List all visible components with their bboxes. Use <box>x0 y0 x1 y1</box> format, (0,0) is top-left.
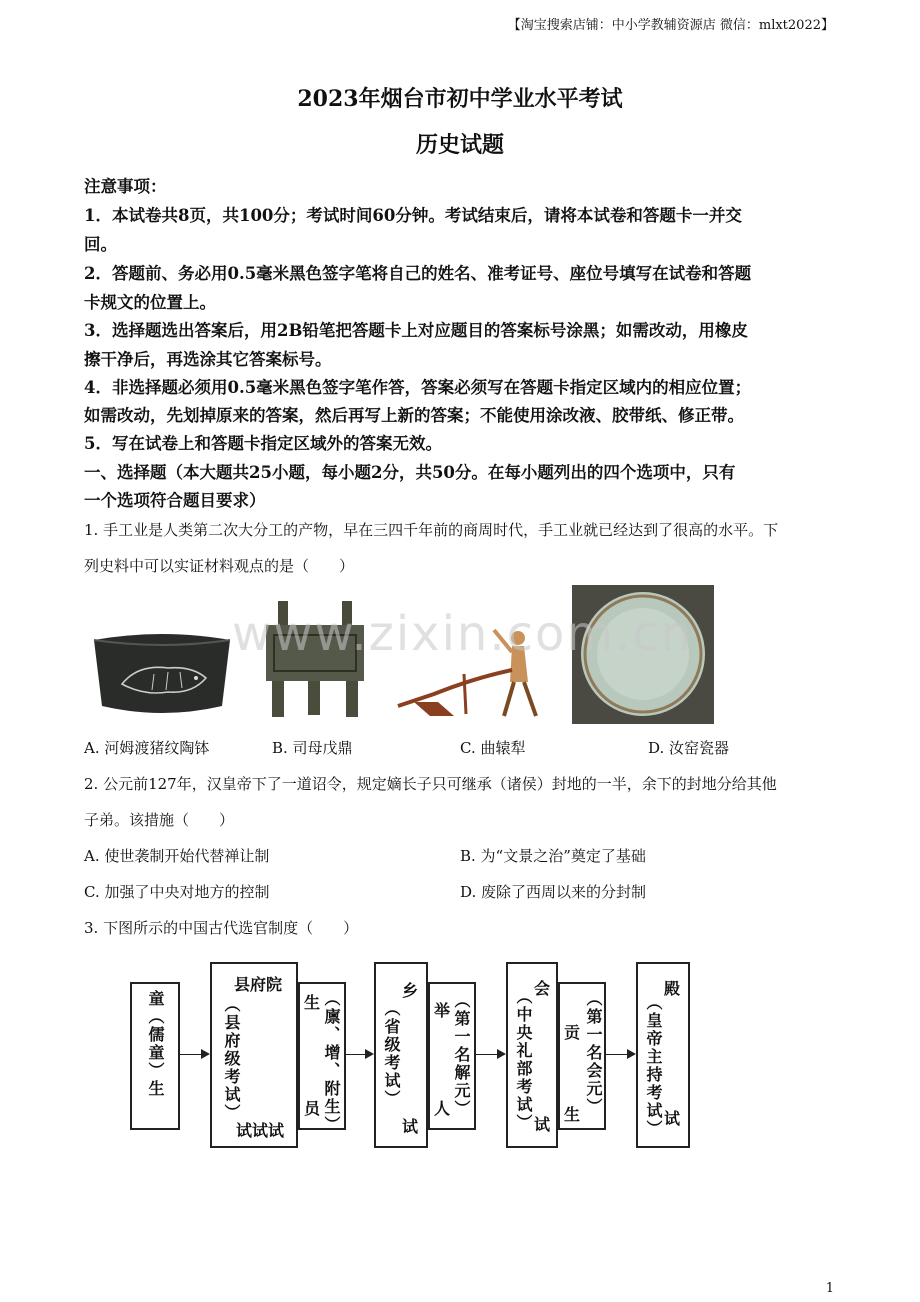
box-shengyuan <box>298 982 346 1134</box>
flow-arrow <box>346 1054 372 1055</box>
notice-line: 4．非选择题必须用0.5毫米黑色签字笔作答，答案必须写在答题卡指定区域内的相应位置； <box>84 378 752 397</box>
box-metro-mid: （中央礼部考试） <box>514 988 533 1132</box>
box-tongsheng <box>130 982 180 1130</box>
box-gongsheng-bottom: 生 <box>564 1105 581 1124</box>
notice-line: 3．选择题选出答案后，用2B铅笔把答题卡上对应题目的答案标号涂黑；如需改动，用橡皮 <box>84 321 748 340</box>
flow-arrow <box>476 1054 504 1055</box>
box-gongsheng-mid: （第一名会元） <box>584 990 603 1116</box>
watermark: www.zixin.com.cn <box>232 606 694 662</box>
q1-option-a[interactable]: A. 河姆渡猪纹陶钵 <box>84 739 210 757</box>
box-palace-mid: （皇帝主持考试） <box>644 994 663 1138</box>
q1-stem-cont: 列史料中可以实证材料观点的是（ ） <box>84 557 355 575</box>
notice-line: 回。 <box>84 235 117 254</box>
q2-option-b[interactable]: B. 为“文景之治”奠定了基础 <box>460 847 646 865</box>
notice-line: 2．答题前、务必用0.5毫米黑色签字笔将自己的姓名、准考证号、座位号填写在试卷和答题 <box>84 264 752 283</box>
box-tongsheng-text: 童（儒童）生 <box>146 990 165 1098</box>
box-juren-mid: （第一名解元） <box>452 992 471 1118</box>
box-juren-bottom: 人 <box>434 1099 451 1118</box>
notice-line: 1．本试卷共8页，共100分；考试时间60分钟。考试结束后，请将本试卷和答题卡一并交 <box>84 206 742 225</box>
notice-line: 卡规文的位置上。 <box>84 293 216 312</box>
box-county-mid: （县府级考试） <box>222 996 241 1122</box>
q3-stem: 3. 下图所示的中国古代选官制度（ ） <box>84 919 359 937</box>
box-provincial-top: 乡 <box>402 981 419 1000</box>
q1-option-d[interactable]: D. 汝窑瓷器 <box>648 739 730 757</box>
notice-line: 5．写在试卷上和答题卡指定区域外的答案无效。 <box>84 434 442 453</box>
box-county-bottom: 试试试 <box>236 1121 285 1140</box>
box-juren-top: 举 <box>434 1001 451 1020</box>
q1-stem: 1. 手工业是人类第二次大分工的产物，早在三四千年前的商周时代，手工业就已经达到了很高的水平。下 <box>84 521 779 539</box>
box-provincial-exam <box>374 962 428 1148</box>
pottery-bowl-image <box>88 628 236 720</box>
notice-heading: 注意事项： <box>84 177 167 196</box>
box-metropolitan-exam <box>506 962 558 1148</box>
box-juren <box>428 982 476 1130</box>
flow-arrow <box>180 1054 208 1055</box>
q1-option-c[interactable]: C. 曲辕犁 <box>460 739 526 757</box>
box-palace-exam <box>636 962 690 1148</box>
notice-line: 擦干净后，再选涂其它答案标号。 <box>84 350 332 369</box>
q2-stem-cont: 子弟。该措施（ ） <box>84 811 235 829</box>
box-shengyuan-top: 生 <box>304 993 321 1012</box>
box-provincial-mid: （省级考试） <box>382 1000 401 1108</box>
box-gongsheng-top: 贡 <box>564 1023 581 1042</box>
box-metro-top: 会 <box>534 979 551 998</box>
exam-title: 2023年烟台市初中学业水平考试 <box>297 86 623 112</box>
box-gongsheng <box>558 982 606 1130</box>
header-note: 【淘宝搜索店铺：中小学教辅资源店 微信：mlxt2022】 <box>507 18 834 33</box>
box-metro-bottom: 试 <box>534 1115 551 1134</box>
box-provincial-bottom: 试 <box>402 1117 419 1136</box>
box-shengyuan-bottom: 员 <box>304 1099 321 1118</box>
exam-subtitle: 历史试题 <box>415 132 504 158</box>
notice-line: 如需改动，先划掉原来的答案，然后再写上新的答案；不能使用涂改液、胶带纸、修正带。 <box>84 406 744 425</box>
section-heading-cont: 一个选项符合题目要求） <box>84 491 266 510</box>
page-number: 1 <box>825 1281 834 1296</box>
box-palace-bottom: 试 <box>664 1109 681 1128</box>
box-shengyuan-mid: （廪、增、附生） <box>322 990 341 1134</box>
box-county-top: 县府院 <box>234 975 283 994</box>
q2-stem: 2. 公元前127年，汉皇帝下了一道诏令，规定嫡长子只可继承（诸侯）封地的一半，余下的封地分给其他 <box>84 775 777 793</box>
section-heading: 一、选择题（本大题共25小题，每小题2分，共50分。在每小题列出的四个选项中，只有 <box>84 463 736 482</box>
q2-option-c[interactable]: C. 加强了中央对地方的控制 <box>84 883 270 901</box>
box-county-exam <box>210 962 298 1148</box>
q1-option-b[interactable]: B. 司母戊鼎 <box>272 739 353 757</box>
flow-arrow <box>606 1054 634 1055</box>
q2-option-a[interactable]: A. 使世袭制开始代替禅让制 <box>84 847 270 865</box>
box-palace-top: 殿 <box>664 979 681 998</box>
q2-option-d[interactable]: D. 废除了西周以来的分封制 <box>460 883 647 901</box>
